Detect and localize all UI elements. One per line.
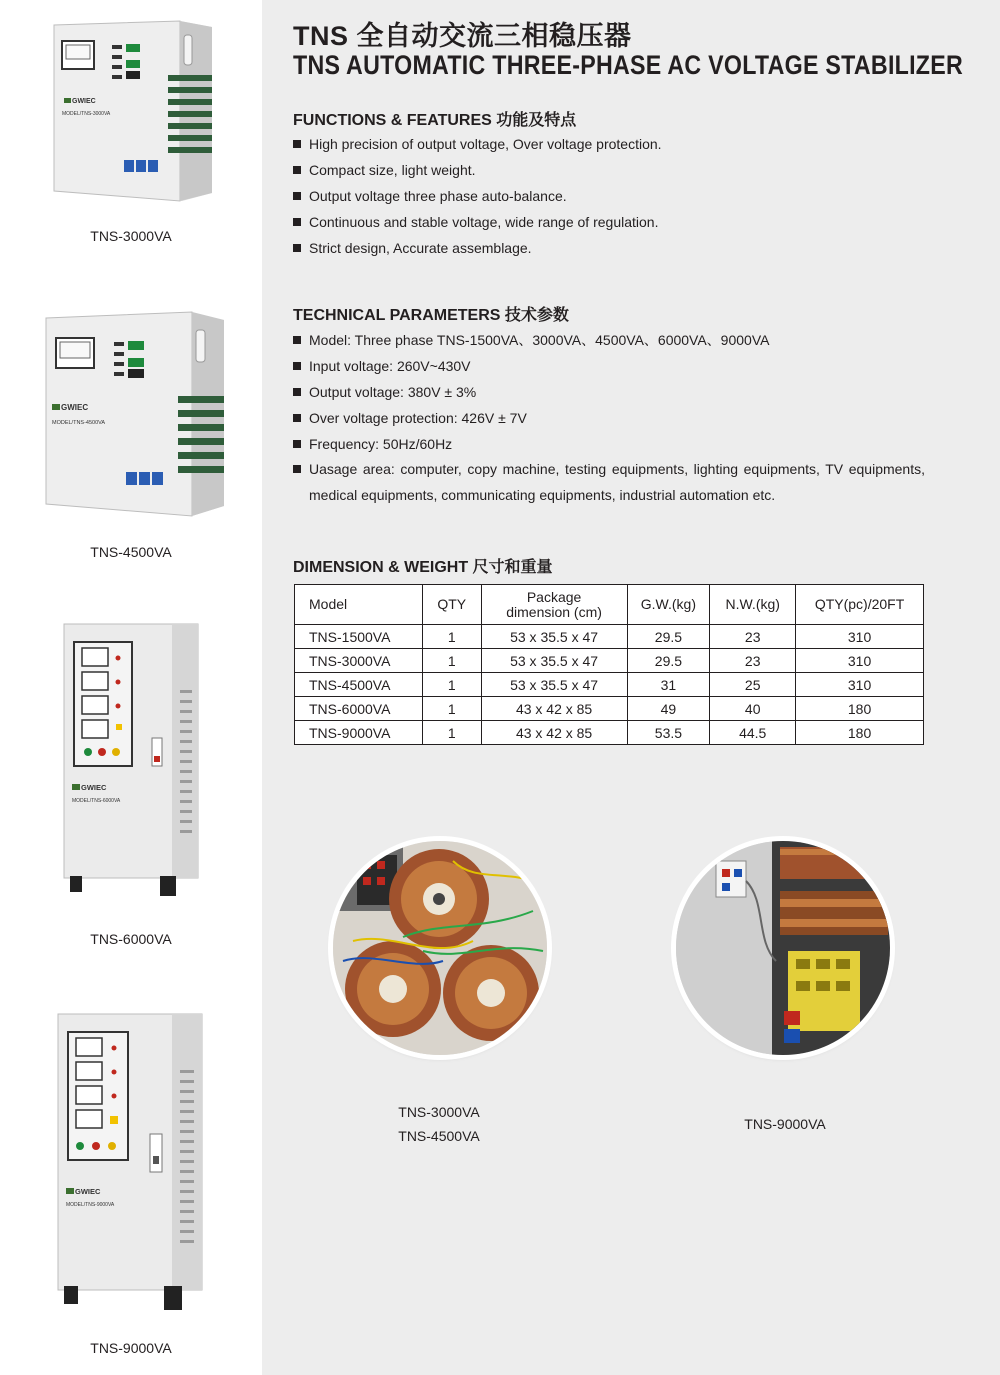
- col-header: N.W.(kg): [710, 585, 796, 625]
- brand-label: GWIEC: [81, 783, 107, 792]
- col-header: QTY: [422, 585, 481, 625]
- table-row: [295, 673, 924, 697]
- table-cell: TNS-9000VA: [295, 721, 423, 745]
- brand-label: GWIEC: [75, 1187, 101, 1196]
- dimension-table: [294, 584, 924, 745]
- table-row: [295, 649, 924, 673]
- table-cell: 43 x 42 x 85: [481, 697, 627, 721]
- internal-photo-9000: [676, 841, 890, 1055]
- col-header: Package dimension (cm): [481, 585, 627, 625]
- col-header: Model: [295, 585, 423, 625]
- model-label: MODEL/TNS-9000VA: [66, 1202, 115, 1208]
- table-cell: 1: [422, 673, 481, 697]
- product-image-tns-3000va: [50, 15, 215, 205]
- product-caption: TNS-3000VA: [90, 228, 172, 244]
- table-cell: 43 x 42 x 85: [481, 721, 627, 745]
- table-row: [295, 697, 924, 721]
- technical-item: Model: Three phase TNS-1500VA、3000VA、4500VA、6000VA、9000VA: [293, 331, 925, 357]
- table-cell: 25: [710, 673, 796, 697]
- page-title-cn: TNS 全自动交流三相稳压器: [293, 21, 632, 51]
- feature-item: Strict design, Accurate assemblage.: [293, 239, 662, 265]
- feature-item: Output voltage three phase auto-balance.: [293, 187, 662, 213]
- dimension-heading: DIMENSION & WEIGHT 尺寸和重量: [293, 559, 553, 576]
- product-caption: TNS-6000VA: [90, 931, 172, 947]
- table-cell: 23: [710, 649, 796, 673]
- page-title-en: TNS AUTOMATIC THREE-PHASE AC VOLTAGE STABILIZER: [293, 50, 964, 80]
- table-cell: 180: [796, 721, 924, 745]
- table-cell: 44.5: [710, 721, 796, 745]
- table-cell: 310: [796, 649, 924, 673]
- brand-label: GWIEC: [61, 403, 89, 412]
- model-label: MODEL/TNS-3000VA: [62, 111, 111, 117]
- table-cell: 53.5: [627, 721, 710, 745]
- table-cell: 29.5: [627, 649, 710, 673]
- table-cell: 310: [796, 625, 924, 649]
- table-cell: 40: [710, 697, 796, 721]
- table-cell: 31: [627, 673, 710, 697]
- table-row: [295, 625, 924, 649]
- table-cell: 53 x 35.5 x 47: [481, 649, 627, 673]
- brand-label: GWIEC: [72, 98, 96, 105]
- feature-item: High precision of output voltage, Over voltage protection.: [293, 135, 662, 161]
- technical-item: Frequency: 50Hz/60Hz: [293, 435, 925, 461]
- technical-item: Output voltage: 380V ± 3%: [293, 383, 925, 409]
- table-cell: 53 x 35.5 x 47: [481, 673, 627, 697]
- features-heading: FUNCTIONS & FEATURES 功能及特点: [293, 112, 577, 129]
- table-cell: 1: [422, 721, 481, 745]
- technical-item: Input voltage: 260V~430V: [293, 357, 925, 383]
- product-image-tns-9000va: [56, 1010, 206, 1315]
- model-label: MODEL/TNS-4500VA: [52, 420, 106, 426]
- table-cell: 29.5: [627, 625, 710, 649]
- technical-list: [293, 331, 925, 508]
- table-cell: 180: [796, 697, 924, 721]
- table-cell: 49: [627, 697, 710, 721]
- internal-caption: TNS-9000VA: [744, 1116, 826, 1132]
- table-cell: 23: [710, 625, 796, 649]
- internal-photo-3000-4500: [333, 841, 547, 1055]
- product-caption: TNS-4500VA: [90, 544, 172, 560]
- table-cell: 53 x 35.5 x 47: [481, 625, 627, 649]
- product-image-tns-4500va: [42, 306, 227, 521]
- technical-item: Uasage area: computer, copy machine, testing equipments, lighting equipments, TV equipments, medical equipments, communicating equipments, industrial automation etc.: [293, 456, 925, 508]
- col-header: G.W.(kg): [627, 585, 710, 625]
- table-row: [295, 721, 924, 745]
- internal-caption: TNS-3000VA: [398, 1104, 480, 1120]
- product-caption: TNS-9000VA: [90, 1340, 172, 1356]
- table-cell: 1: [422, 625, 481, 649]
- feature-item: Continuous and stable voltage, wide range of regulation.: [293, 213, 662, 239]
- model-label: MODEL/TNS-6000VA: [72, 798, 121, 804]
- table-cell: TNS-4500VA: [295, 673, 423, 697]
- feature-item: Compact size, light weight.: [293, 161, 662, 187]
- product-image-tns-6000va: [62, 620, 202, 900]
- table-header-row: [295, 585, 924, 625]
- internal-caption: TNS-4500VA: [398, 1128, 480, 1144]
- features-list: [293, 135, 662, 265]
- table-cell: 310: [796, 673, 924, 697]
- technical-item: Over voltage protection: 426V ± 7V: [293, 409, 925, 435]
- table-cell: TNS-1500VA: [295, 625, 423, 649]
- technical-heading: TECHNICAL PARAMETERS 技术参数: [293, 307, 569, 324]
- table-cell: TNS-6000VA: [295, 697, 423, 721]
- col-header: QTY(pc)/20FT: [796, 585, 924, 625]
- table-cell: 1: [422, 697, 481, 721]
- table-cell: 1: [422, 649, 481, 673]
- table-cell: TNS-3000VA: [295, 649, 423, 673]
